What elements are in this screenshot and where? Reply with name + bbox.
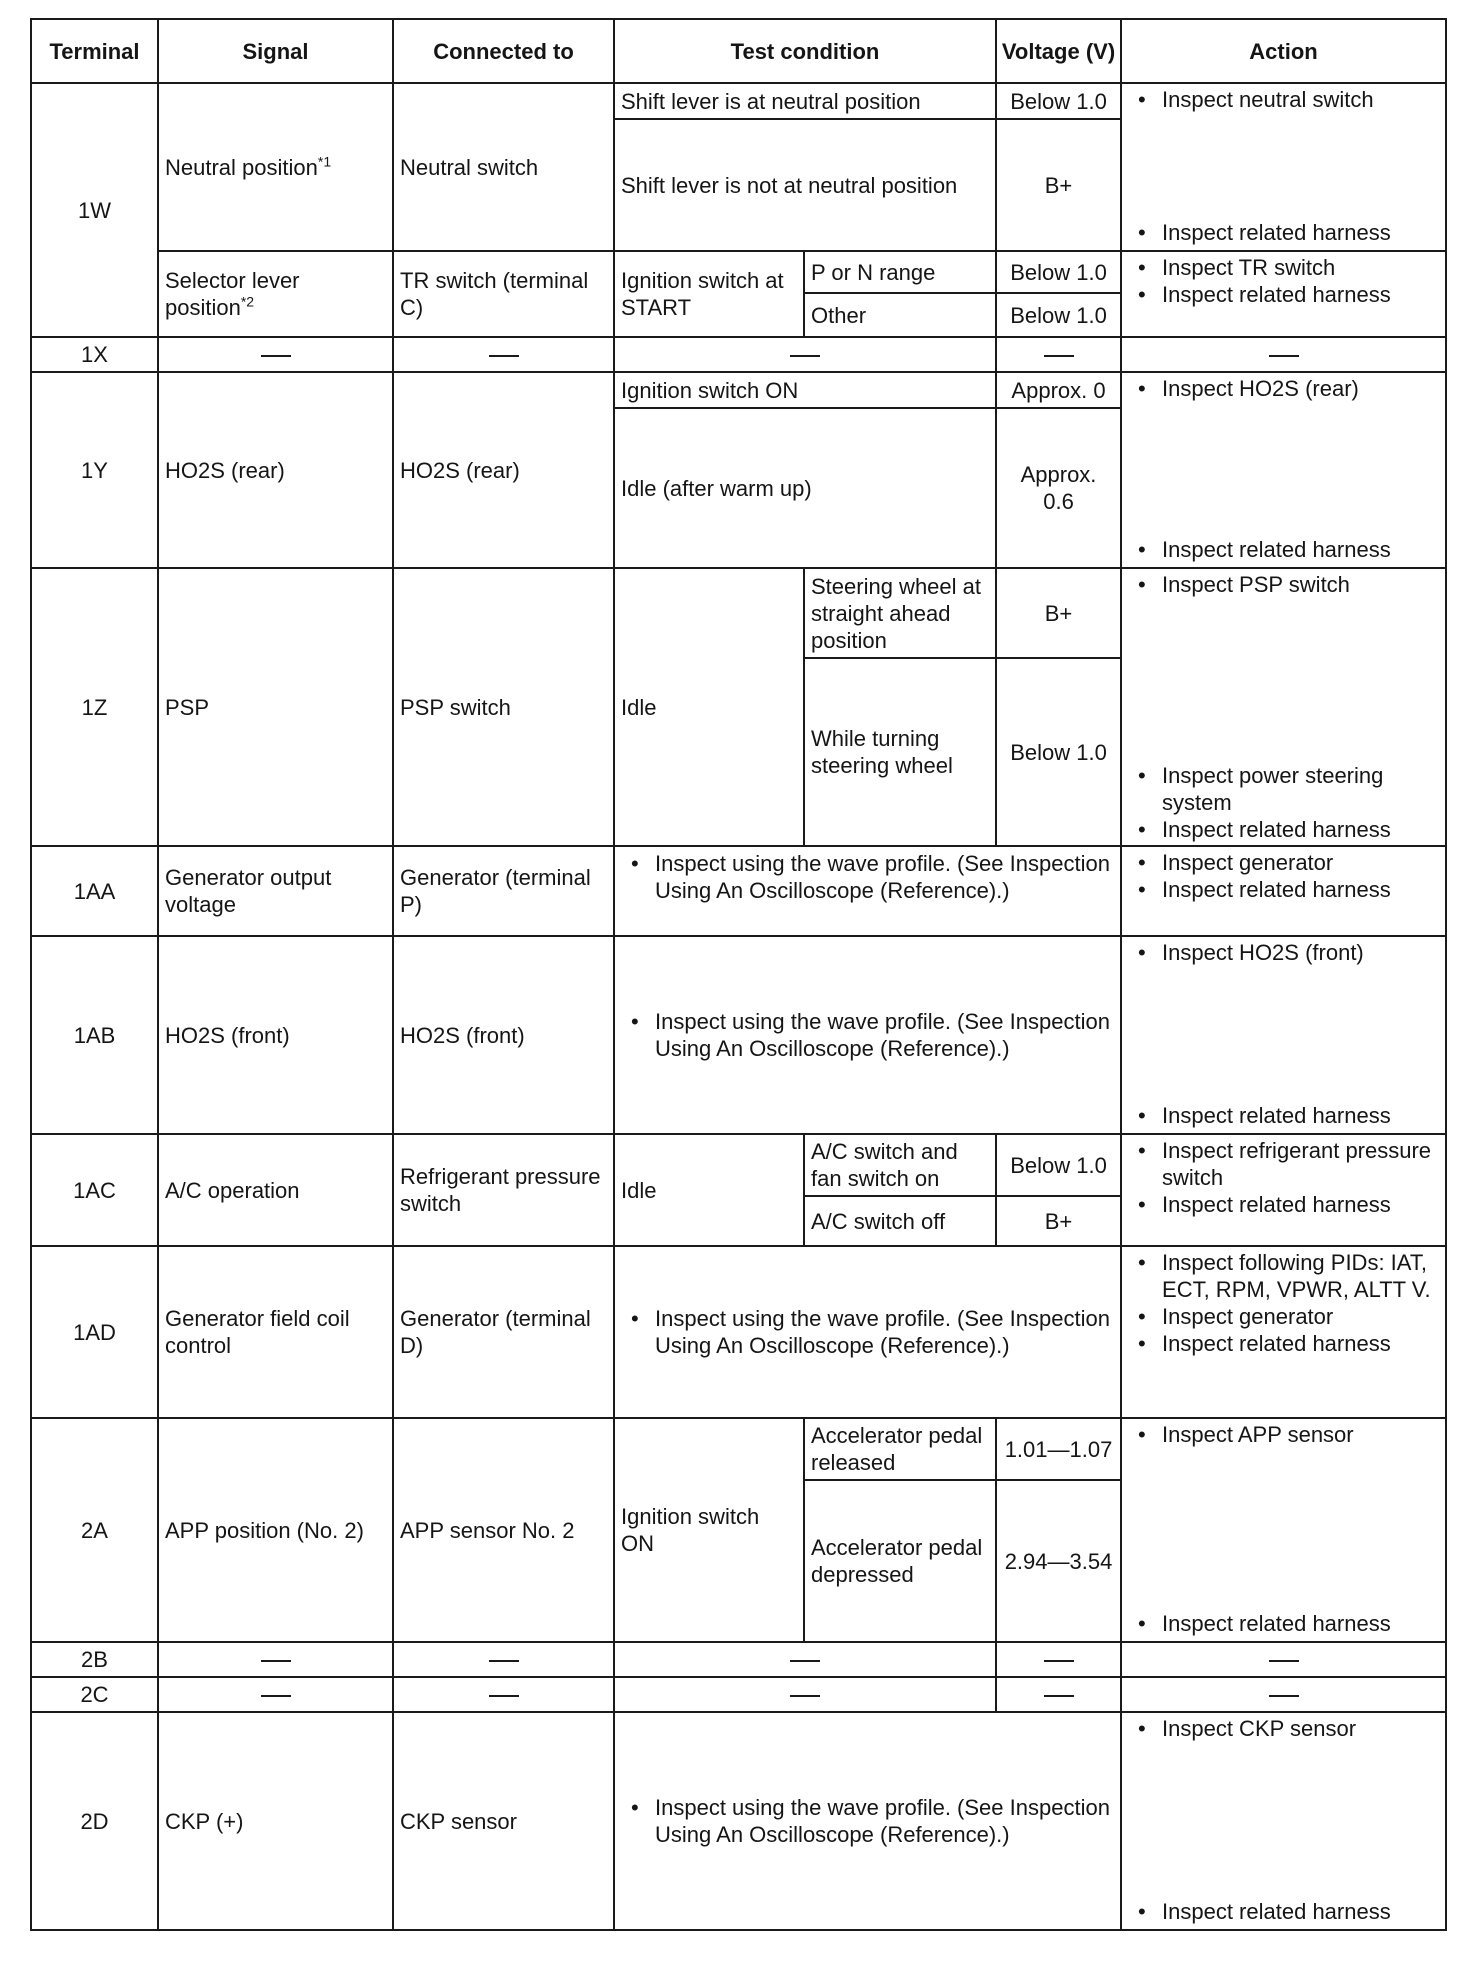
empty-dash-cell: [158, 337, 393, 372]
pcm-terminal-voltage-table: [30, 18, 1447, 1931]
terminal-cell: 1W: [31, 83, 158, 337]
voltage-cell: 2.94—3.54: [996, 1480, 1121, 1642]
dash-mark: [261, 1660, 291, 1662]
terminal-cell: 1AB: [31, 936, 158, 1134]
empty-dash-cell: [996, 1677, 1121, 1712]
signal-cell: PSP: [158, 568, 393, 846]
table-row: [31, 1418, 1446, 1480]
action-item: • Inspect CKP sensor: [1162, 1715, 1439, 1742]
empty-dash-cell: [614, 1642, 996, 1677]
wave-profile-cell: [614, 1712, 1121, 1930]
table-row: [31, 83, 1446, 119]
header-connected-to: Connected to: [393, 19, 614, 83]
condition-cell: Shift lever is at neutral position: [614, 83, 996, 119]
voltage-cell: Below 1.0: [996, 251, 1121, 293]
header-voltage: Voltage (V): [996, 19, 1121, 83]
empty-dash-cell: [158, 1677, 393, 1712]
empty-dash-cell: [393, 1677, 614, 1712]
signal-cell: CKP (+): [158, 1712, 393, 1930]
terminal-cell: 2D: [31, 1712, 158, 1930]
condition-cell: Ignition switch ON: [614, 1418, 804, 1642]
header-action: Action: [1121, 19, 1446, 83]
terminal-cell: 1AA: [31, 846, 158, 936]
subcondition-cell: A/C switch off: [804, 1196, 996, 1246]
action-cell: [1121, 83, 1446, 251]
terminal-cell: 1Z: [31, 568, 158, 846]
header-terminal: Terminal: [31, 19, 158, 83]
voltage-cell: Below 1.0: [996, 1134, 1121, 1196]
terminal-cell: 2A: [31, 1418, 158, 1642]
terminal-cell: 1X: [31, 337, 158, 372]
dash-mark: [1269, 1695, 1299, 1697]
voltage-cell: 1.01—1.07: [996, 1418, 1121, 1480]
wave-profile-note: • Inspect using the wave profile. (See Inspection Using An Oscilloscope (Reference).): [655, 1008, 1114, 1062]
dash-mark: [790, 355, 820, 357]
connected-cell: CKP sensor: [393, 1712, 614, 1930]
table-row: [31, 1642, 1446, 1677]
action-item: • Inspect related harness: [1162, 876, 1439, 903]
diagnostic-table-page: [30, 18, 1445, 1931]
action-cell: [1121, 372, 1446, 568]
wave-profile-note: • Inspect using the wave profile. (See Inspection Using An Oscilloscope (Reference).): [655, 850, 1114, 904]
terminal-cell: 1AC: [31, 1134, 158, 1246]
terminal-cell: 2C: [31, 1677, 158, 1712]
voltage-cell: Below 1.0: [996, 293, 1121, 337]
subcondition-cell: Steering wheel at straight ahead position: [804, 568, 996, 658]
action-item: • Inspect following PIDs: IAT, ECT, RPM, VPWR, ALTT V.: [1162, 1249, 1439, 1303]
connected-cell: Refrigerant pressure switch: [393, 1134, 614, 1246]
terminal-cell: 2B: [31, 1642, 158, 1677]
action-cell: [1121, 846, 1446, 936]
condition-cell: Idle (after warm up): [614, 408, 996, 568]
dash-mark: [489, 355, 519, 357]
footnote-marker: *1: [317, 153, 332, 170]
action-cell: [1121, 251, 1446, 337]
empty-dash-cell: [996, 1642, 1121, 1677]
action-item: • Inspect related harness: [1162, 1610, 1439, 1637]
voltage-cell: B+: [996, 1196, 1121, 1246]
action-item: • Inspect refrigerant pressure switch: [1162, 1137, 1439, 1191]
table-row: [31, 1677, 1446, 1712]
wave-profile-cell: [614, 936, 1121, 1134]
dash-mark: [790, 1695, 820, 1697]
table-row: [31, 1246, 1446, 1418]
table-row: [31, 846, 1446, 936]
signal-cell: APP position (No. 2): [158, 1418, 393, 1642]
action-item: • Inspect HO2S (rear): [1162, 375, 1439, 402]
wave-profile-note: • Inspect using the wave profile. (See Inspection Using An Oscilloscope (Reference).): [655, 1305, 1114, 1359]
dash-mark: [261, 1695, 291, 1697]
voltage-cell: Approx. 0: [996, 372, 1121, 408]
dash-mark: [1044, 1695, 1074, 1697]
signal-cell: Generator field coil control: [158, 1246, 393, 1418]
action-item: • Inspect APP sensor: [1162, 1421, 1439, 1448]
dash-mark: [489, 1695, 519, 1697]
empty-dash-cell: [1121, 1642, 1446, 1677]
terminal-cell: 1Y: [31, 372, 158, 568]
signal-cell: Selector lever position$^{*2}$: [158, 251, 393, 337]
table-row: [31, 337, 1446, 372]
condition-cell: Ignition switch ON: [614, 372, 996, 408]
connected-cell: Neutral switch: [393, 83, 614, 251]
empty-dash-cell: [1121, 1677, 1446, 1712]
action-item: • Inspect generator: [1162, 849, 1439, 876]
action-item: • Inspect related harness: [1162, 219, 1439, 246]
voltage-cell: Below 1.0: [996, 658, 1121, 846]
connected-cell: Generator (terminal D): [393, 1246, 614, 1418]
action-item: • Inspect PSP switch: [1162, 571, 1439, 598]
action-item: • Inspect power steering system: [1162, 762, 1439, 816]
action-cell: [1121, 1134, 1446, 1246]
action-cell: [1121, 1712, 1446, 1930]
subcondition-cell: P or N range: [804, 251, 996, 293]
action-item: • Inspect related harness: [1162, 281, 1439, 308]
action-cell: [1121, 1418, 1446, 1642]
empty-dash-cell: [614, 337, 996, 372]
empty-dash-cell: [393, 1642, 614, 1677]
action-item: • Inspect related harness: [1162, 816, 1439, 843]
table-row: [31, 372, 1446, 408]
subcondition-cell: Accelerator pedal depressed: [804, 1480, 996, 1642]
terminal-cell: 1AD: [31, 1246, 158, 1418]
header-signal: Signal: [158, 19, 393, 83]
dash-mark: [1269, 1660, 1299, 1662]
action-cell: [1121, 568, 1446, 846]
connected-cell: HO2S (front): [393, 936, 614, 1134]
dash-mark: [790, 1660, 820, 1662]
wave-profile-cell: [614, 1246, 1121, 1418]
connected-cell: TR switch (terminal C): [393, 251, 614, 337]
wave-profile-cell: [614, 846, 1121, 936]
action-item: • Inspect HO2S (front): [1162, 939, 1439, 966]
table-row: [31, 568, 1446, 658]
action-item: • Inspect TR switch: [1162, 254, 1439, 281]
voltage-cell: B+: [996, 119, 1121, 251]
subcondition-cell: Other: [804, 293, 996, 337]
dash-mark: [1044, 1660, 1074, 1662]
action-item: • Inspect related harness: [1162, 1191, 1439, 1218]
subcondition-cell: While turning steering wheel: [804, 658, 996, 846]
table-row: [31, 251, 1446, 293]
empty-dash-cell: [158, 1642, 393, 1677]
action-item: • Inspect neutral switch: [1162, 86, 1439, 113]
table-row: [31, 1712, 1446, 1930]
subcondition-cell: A/C switch and fan switch on: [804, 1134, 996, 1196]
action-item: • Inspect related harness: [1162, 1898, 1439, 1925]
action-cell: [1121, 1246, 1446, 1418]
action-item: • Inspect related harness: [1162, 1330, 1439, 1357]
voltage-cell: Approx. 0.6: [996, 408, 1121, 568]
footnote-marker: *2: [240, 293, 255, 310]
action-item: • Inspect related harness: [1162, 1102, 1439, 1129]
signal-cell: HO2S (front): [158, 936, 393, 1134]
signal-cell: A/C operation: [158, 1134, 393, 1246]
dash-mark: [1044, 355, 1074, 357]
subcondition-cell: Accelerator pedal released: [804, 1418, 996, 1480]
empty-dash-cell: [996, 337, 1121, 372]
table-row: [31, 1134, 1446, 1196]
voltage-cell: Below 1.0: [996, 83, 1121, 119]
wave-profile-note: • Inspect using the wave profile. (See Inspection Using An Oscilloscope (Reference).): [655, 1794, 1114, 1848]
empty-dash-cell: [614, 1677, 996, 1712]
condition-cell: Idle: [614, 568, 804, 846]
voltage-cell: B+: [996, 568, 1121, 658]
connected-cell: Generator (terminal P): [393, 846, 614, 936]
dash-mark: [489, 1660, 519, 1662]
action-item: • Inspect generator: [1162, 1303, 1439, 1330]
dash-mark: [261, 355, 291, 357]
connected-cell: APP sensor No. 2: [393, 1418, 614, 1642]
empty-dash-cell: [1121, 337, 1446, 372]
header-test-condition: Test condition: [614, 19, 996, 83]
condition-cell: Shift lever is not at neutral position: [614, 119, 996, 251]
dash-mark: [1269, 355, 1299, 357]
signal-cell: Generator output voltage: [158, 846, 393, 936]
action-item: • Inspect related harness: [1162, 536, 1439, 563]
empty-dash-cell: [393, 337, 614, 372]
header-row: [31, 19, 1446, 83]
condition-cell: Idle: [614, 1134, 804, 1246]
signal-cell: HO2S (rear): [158, 372, 393, 568]
connected-cell: HO2S (rear): [393, 372, 614, 568]
table-row: [31, 936, 1446, 1134]
action-cell: [1121, 936, 1446, 1134]
signal-cell: Neutral position$^{*1}$: [158, 83, 393, 251]
connected-cell: PSP switch: [393, 568, 614, 846]
condition-cell: Ignition switch at START: [614, 251, 804, 337]
